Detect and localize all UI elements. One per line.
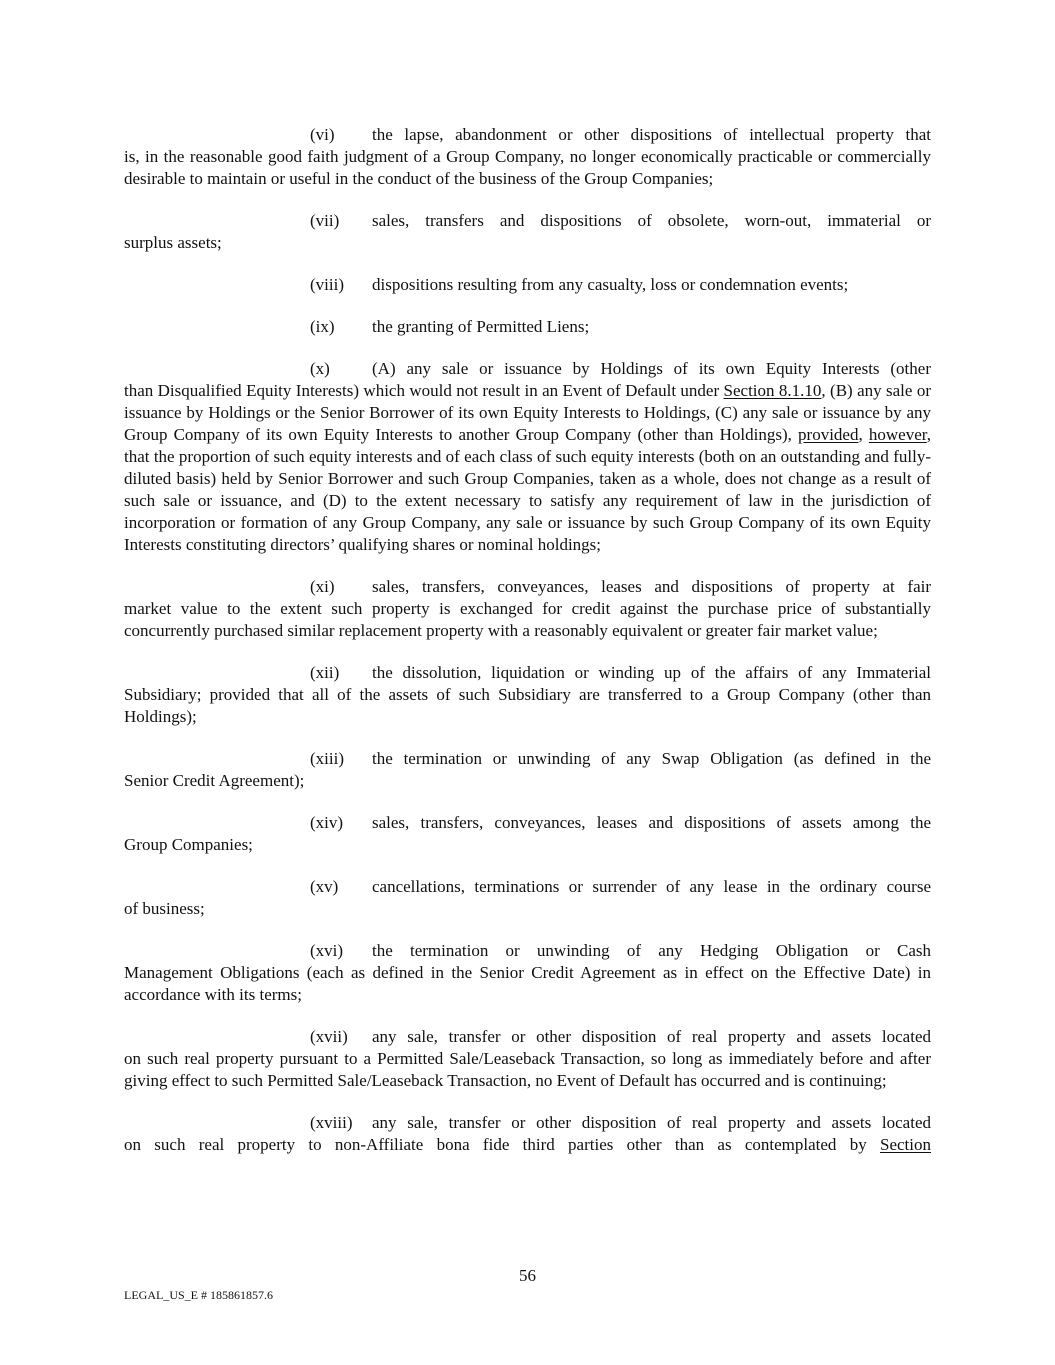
clause-xi [124, 576, 931, 642]
clause-ix [124, 316, 931, 338]
clause-xv [124, 876, 931, 920]
clause-text: Senior Credit Agreement); [124, 771, 305, 790]
however-term: however [868, 425, 927, 444]
clause-text: on such real property to non-Affiliate bona fide third parties other than as contemplated by Section [124, 1135, 931, 1154]
page-number: 56 [519, 1266, 536, 1285]
clause-first-line: sales, transfers and dispositions of obsolete, worn-out, immaterial or [372, 211, 931, 230]
clause-text: surplus assets; [124, 233, 222, 252]
clause-x [124, 358, 931, 556]
clause-number: (vi) [310, 125, 335, 144]
clause-text: Subsidiary; provided that all of the assets of such Subsidiary are transferred to a Group Company (other than Holdings); [124, 685, 931, 726]
clause-xiv [124, 812, 931, 856]
clause-text: Group Companies; [124, 835, 253, 854]
clause-viii [124, 274, 931, 296]
clause-xiii [124, 748, 931, 792]
clause-first-line: any sale, transfer or other disposition of real property and assets located [372, 1113, 931, 1132]
clause-text: on such real property pursuant to a Permitted Sale/Leaseback Transaction, so long as immediately before and after giving effect to such Permitted Sale/Leaseback Transaction, no Event of Default has occurred and is continuing; [124, 1049, 931, 1090]
clause-first-line: any sale, transfer or other disposition of real property and assets located [372, 1027, 931, 1046]
section-reference-link[interactable]: Section 8.1.10 [723, 381, 822, 400]
document-body [124, 124, 931, 1176]
clause-number: (xvii) [310, 1027, 348, 1046]
clause-first-line: the dissolution, liquidation or winding up of the affairs of any Immaterial [372, 663, 931, 682]
clause-text: market value to the extent such property is exchanged for credit against the purchase price of substantially concurrently purchased similar replacement property with a reasonably equivalent or greater fair market value; [124, 599, 931, 640]
clause-text: of business; [124, 899, 205, 918]
clause-text: Management Obligations (each as defined in the Senior Credit Agreement as in effect on the Effective Date) in accordance with its terms; [124, 963, 931, 1004]
clause-number: (xviii) [310, 1113, 353, 1132]
clause-number: (ix) [310, 317, 335, 336]
clause-vi [124, 124, 931, 190]
clause-first-line: cancellations, terminations or surrender of any lease in the ordinary course [372, 877, 931, 896]
clause-number: (xiii) [310, 749, 344, 768]
clause-xii [124, 662, 931, 728]
clause-vii [124, 210, 931, 254]
clause-first-line: the granting of Permitted Liens; [372, 317, 590, 336]
clause-first-line: the lapse, abandonment or other dispositions of intellectual property that [372, 125, 931, 144]
document-id: LEGAL_US_E # 185861857.6 [124, 1288, 273, 1302]
clause-first-line: dispositions resulting from any casualty, loss or condemnation events; [372, 275, 849, 294]
section-reference-link[interactable]: Section [880, 1135, 931, 1154]
clause-number: (xv) [310, 877, 339, 896]
provided-term: provided [798, 425, 859, 444]
clause-number: (viii) [310, 275, 344, 294]
clause-first-line: the termination or unwinding of any Hedging Obligation or Cash [372, 941, 931, 960]
clause-number: (xvi) [310, 941, 344, 960]
clause-text: is, in the reasonable good faith judgment of a Group Company, no longer economically practicable or commercially desirable to maintain or useful in the conduct of the business of the Group Companies; [124, 147, 931, 188]
clause-xvi [124, 940, 931, 1006]
clause-first-line: the termination or unwinding of any Swap Obligation (as defined in the [372, 749, 931, 768]
clause-text: than Disqualified Equity Interests) which would not result in an Event of Default under Section 8.1.10, (B) any sale or issuance by Holdings or the Senior Borrower of its own Equity Interests to Holdings, (C) any sale or issuance by any Group Company of its own Equity Interests to another Group Company (other than Holdings), provided, however, that the proportion of such equity interests and of each class of such equity interests (both on an outstanding and fully-diluted basis) held by Senior Borrower and such Group Companies, taken as a whole, does not change as a result of such sale or issuance, and (D) to the extent necessary to satisfy any requirement of law in the jurisdiction of incorporation or formation of any Group Company, any sale or issuance by such Group Company of its own Equity Interests constituting directors’ qualifying shares or nominal holdings; [124, 381, 932, 554]
clause-number: (xi) [310, 577, 335, 596]
clause-number: (vii) [310, 211, 340, 230]
clause-number: (xiv) [310, 813, 344, 832]
clause-first-line: (A) any sale or issuance by Holdings of its own Equity Interests (other [372, 359, 931, 378]
clause-number: (xii) [310, 663, 340, 682]
clause-xvii [124, 1026, 931, 1092]
clause-first-line: sales, transfers, conveyances, leases and dispositions of assets among the [372, 813, 931, 832]
clause-first-line: sales, transfers, conveyances, leases and dispositions of property at fair [372, 577, 931, 596]
clause-xviii [124, 1112, 931, 1156]
clause-number: (x) [310, 359, 330, 378]
